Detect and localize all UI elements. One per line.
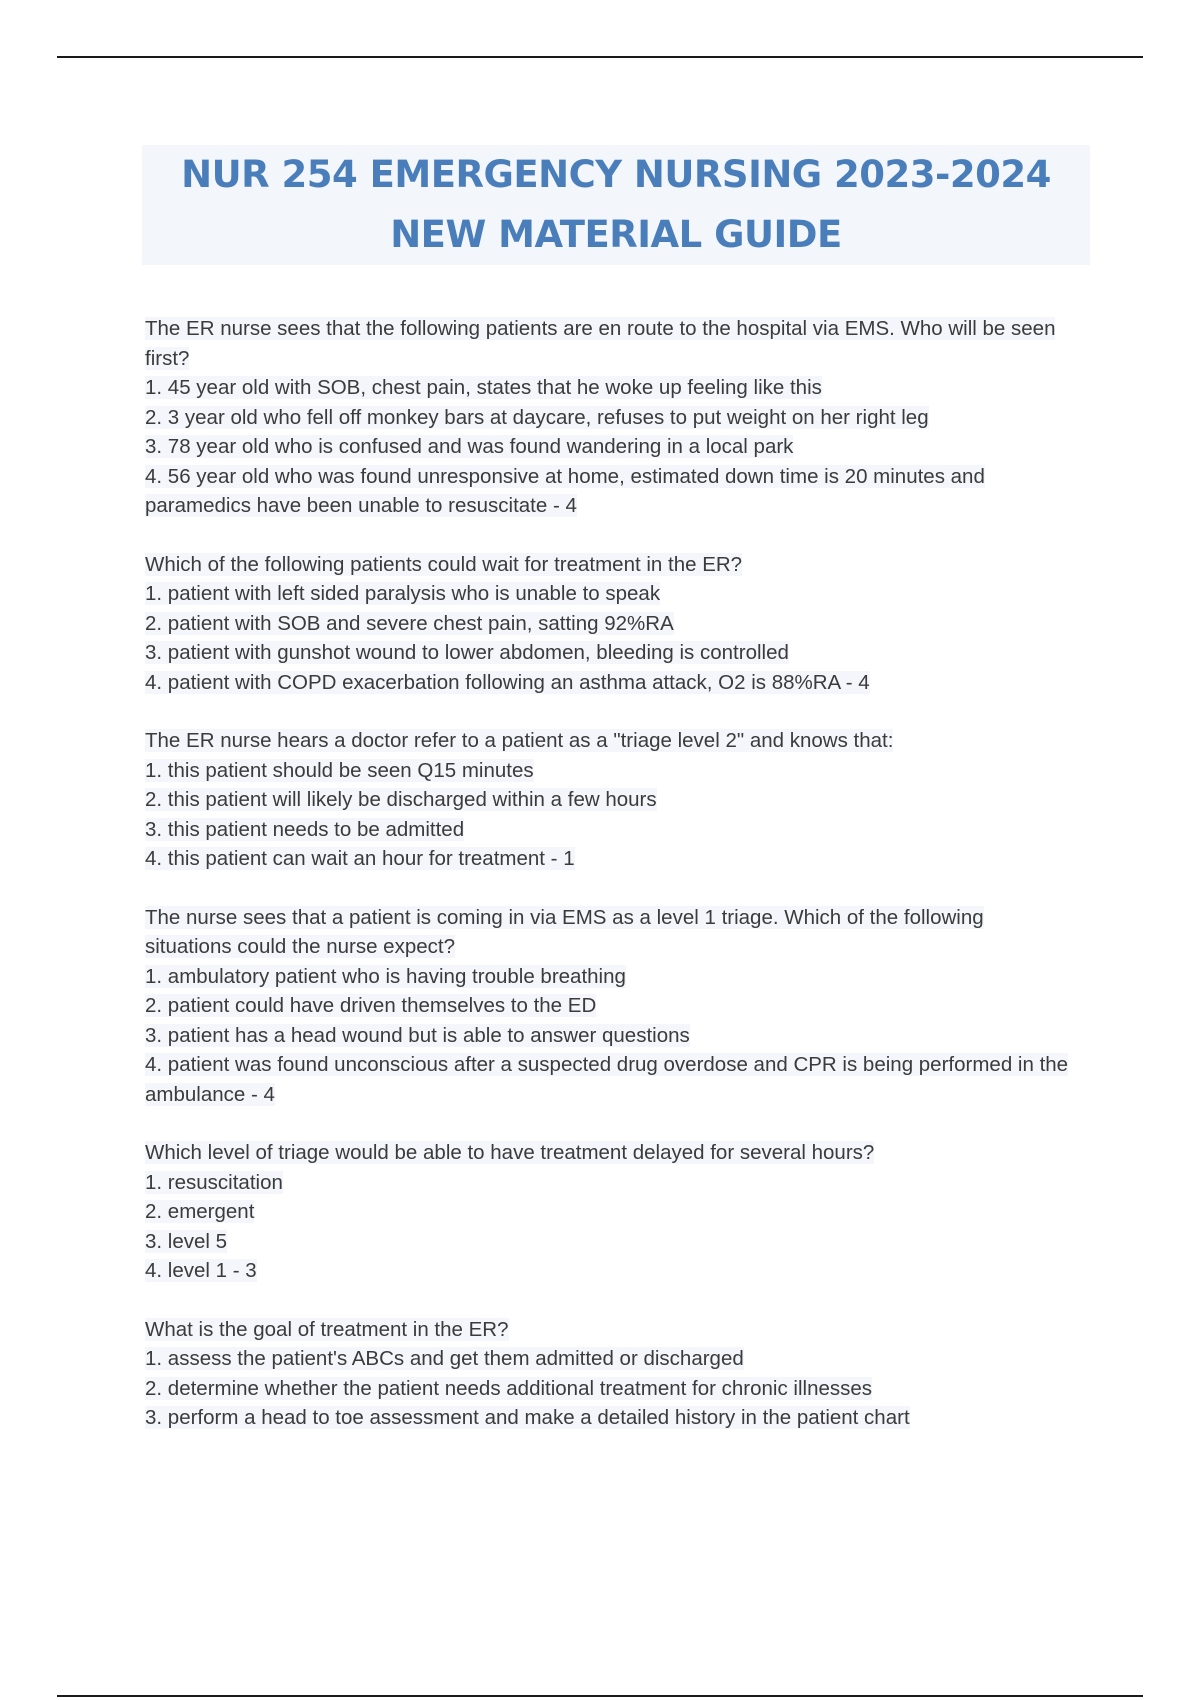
question-block xyxy=(145,903,1075,1110)
document-title xyxy=(142,145,1090,265)
answer-option: 3. this patient needs to be admitted xyxy=(145,817,465,841)
answer-option: 4. patient was found unconscious after a suspected drug overdose and CPR is being performed in the ambulance - 4 xyxy=(145,1053,1069,1106)
question-block xyxy=(145,314,1075,521)
answer-option: 3. patient with gunshot wound to lower abdomen, bleeding is controlled xyxy=(145,641,789,664)
bottom-rule xyxy=(57,1695,1143,1697)
question-prompt: The nurse sees that a patient is coming in via EMS as a level 1 triage. Which of the following situations could the nurse expect? xyxy=(145,905,984,958)
answer-option: 4. 56 year old who was found unresponsive at home, estimated down time is 20 minutes and paramedics have been unable to resuscitate - 4 xyxy=(145,464,985,517)
answer-option: 2. determine whether the patient needs additional treatment for chronic illnesses xyxy=(145,1376,873,1400)
question-prompt: What is the goal of treatment in the ER? xyxy=(145,1317,509,1341)
title-line-2: NEW MATERIAL GUIDE xyxy=(390,213,842,256)
question-block xyxy=(145,1315,1075,1433)
answer-option: 1. assess the patient's ABCs and get them admitted or discharged xyxy=(145,1347,744,1370)
question-list xyxy=(145,314,1075,1462)
answer-option: 1. patient with left sided paralysis who is unable to speak xyxy=(145,582,661,605)
top-rule xyxy=(57,56,1143,58)
answer-option: 2. patient could have driven themselves to the ED xyxy=(145,994,597,1017)
answer-option: 3. patient has a head wound but is able to answer questions xyxy=(145,1023,690,1047)
answer-option: 1. resuscitation xyxy=(145,1170,283,1194)
answer-option: 4. this patient can wait an hour for treatment - 1 xyxy=(145,847,575,870)
answer-option: 3. level 5 xyxy=(145,1229,228,1253)
answer-option: 3. 78 year old who is confused and was found wandering in a local park xyxy=(145,435,794,458)
answer-option: 4. level 1 - 3 xyxy=(145,1259,257,1282)
title-line-1: NUR 254 EMERGENCY NURSING 2023-2024 xyxy=(181,153,1051,196)
answer-option: 2. this patient will likely be discharged within a few hours xyxy=(145,788,657,811)
answer-option: 1. this patient should be seen Q15 minutes xyxy=(145,758,534,782)
question-prompt: Which of the following patients could wait for treatment in the ER? xyxy=(145,552,743,576)
answer-option: 4. patient with COPD exacerbation following an asthma attack, O2 is 88%RA - 4 xyxy=(145,670,870,694)
question-prompt: Which level of triage would be able to have treatment delayed for several hours? xyxy=(145,1141,875,1164)
answer-option: 1. ambulatory patient who is having trouble breathing xyxy=(145,964,626,988)
question-block xyxy=(145,726,1075,874)
answer-option: 1. 45 year old with SOB, chest pain, states that he woke up feeling like this xyxy=(145,376,822,399)
question-prompt: The ER nurse hears a doctor refer to a patient as a "triage level 2" and knows that: xyxy=(145,729,894,752)
question-block xyxy=(145,1138,1075,1286)
answer-option: 2. 3 year old who fell off monkey bars at daycare, refuses to put weight on her right leg xyxy=(145,405,929,429)
answer-option: 2. emergent xyxy=(145,1200,255,1223)
question-block xyxy=(145,550,1075,698)
question-prompt: The ER nurse sees that the following patients are en route to the hospital via EMS. Who will be seen first? xyxy=(145,317,1056,370)
answer-option: 2. patient with SOB and severe chest pain, satting 92%RA xyxy=(145,611,674,635)
answer-option: 3. perform a head to toe assessment and make a detailed history in the patient chart xyxy=(145,1406,910,1429)
